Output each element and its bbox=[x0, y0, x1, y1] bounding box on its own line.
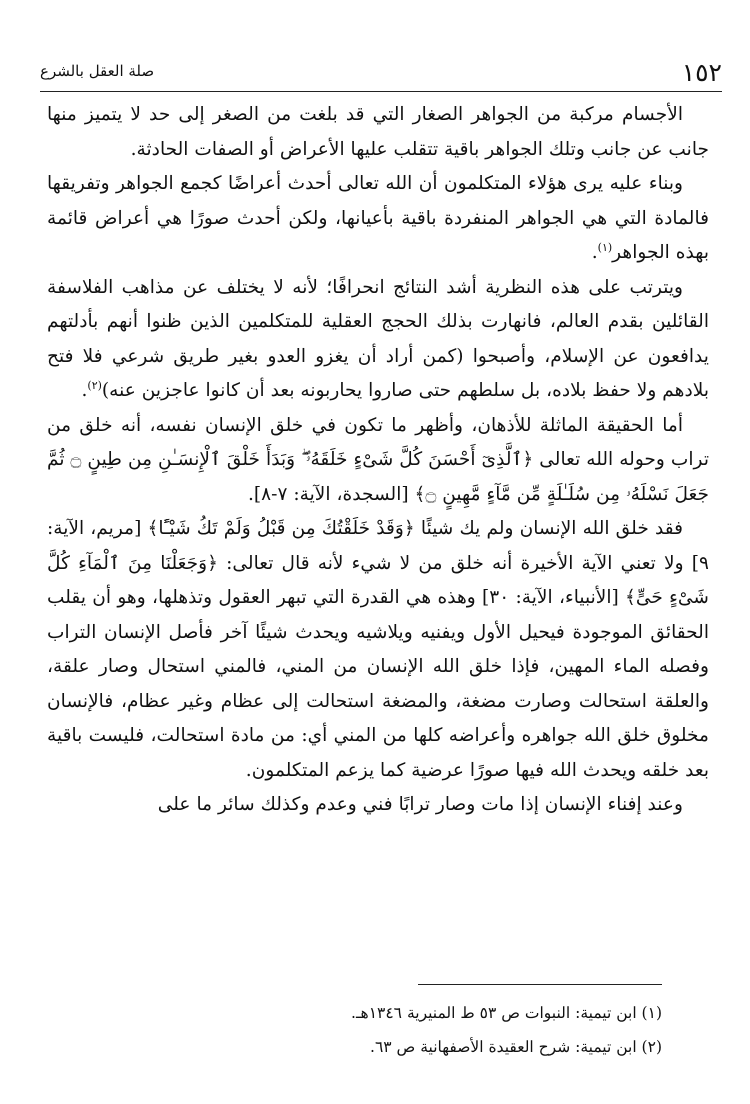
paragraph-2-end: . bbox=[591, 242, 598, 263]
paragraph-5: فقد خلق الله الإنسان ولم يك شيئًا ﴿وَقَدْ خَلَقْتُكَ مِن قَبْلُ وَلَمْ تَكُ شَيْـًٔا﴾ [مريم، الآية: ٩] ولا تعني الآية الأخيرة أنه خلق من لا شيء لأنه قال تعالى: ﴿وَجَعَلْنَا مِنَ ٱلْمَآءِ كُلَّ شَىْءٍ حَىٍّ﴾ [الأنبياء، الآية: ٣٠] وهذه هي القدرة التي تبهر العقول وتذهلها، وهو أن يقلب الحقائق الموجودة فيحيل الأول ويفنيه ويلاشيه ويحدث شيئًا آخر فأصل الإنسان التراب وفصله الماء المهين، فإذا خلق الله الإنسان من المني، فالمني استحال وصار علقة، والعلقة استحالت وصارت مضغة، والمضغة استحالت إلى عظام وغير عظام، فالإنسان مخلوق خلق الله جواهره وأعراضه كلها من المني أي: من مادة استحالت، فليست باقية بعد خلقه ويحدث الله فيها صورًا عرضية كما يزعم المتكلمون. bbox=[47, 518, 709, 781]
page-number: ١٥٢ bbox=[681, 58, 722, 87]
footnote-1: (١) ابن تيمية: النبوات ص ٥٣ ط المنيرية ١٣٤٦هـ. bbox=[351, 1004, 662, 1022]
header-divider bbox=[40, 91, 722, 92]
paragraph-1: الأجسام مركبة من الجواهر الصغار التي قد بلغت من الصغر إلى حد لا يتميز منها جانب عن جانب وتلك الجواهر باقية تتقلب عليها الأعراض أو الصفات الحادثة. bbox=[47, 104, 709, 160]
main-text bbox=[47, 98, 709, 823]
paragraph-2-text: وبناء عليه يرى هؤلاء المتكلمون أن الله تعالى أحدث أعراضًا كجمع الجواهر وتفريقها فالمادة التي هي الجواهر المنفردة باقية بأعيانها، ولكن أحدث صورًا هي أعراض قائمة بهذه الجواهر bbox=[47, 173, 709, 263]
footnotes bbox=[102, 996, 662, 1064]
paragraph-2 bbox=[47, 167, 709, 271]
footnote-2: (٢) ابن تيمية: شرح العقيدة الأصفهانية ص ٦٣. bbox=[370, 1038, 662, 1056]
footnote-ref-2: (٢) bbox=[87, 378, 102, 392]
running-title: صلة العقل بالشرع bbox=[40, 62, 155, 80]
paragraph-3-text: ويترتب على هذه النظرية أشد النتائج انحرافًا؛ لأنه لا يختلف عن مذاهب الفلاسفة القائلين بقدم العالم، فانهارت بذلك الحجج العقلية للمتكلمين الذين ظنوا أنهم بأدلتهم يدافعون عن الإسلام، وأصبحوا (كمن أراد أن يغزو العدو بغير طريق شرعي فلا فتح بلادهم ولا حفظ بلاده، بل سلطهم حتى صاروا يحاربونه بعد أن كانوا عاجزين عنه) bbox=[47, 276, 709, 401]
paragraph-3-end: . bbox=[81, 380, 88, 401]
paragraph-3 bbox=[47, 271, 709, 409]
footnote-divider bbox=[418, 984, 662, 985]
paragraph-4: أما الحقيقة الماثلة للأذهان، وأظهر ما تكون في خلق الإنسان نفسه، أنه خلق من تراب وحوله الله تعالى ﴿ٱلَّذِىٓ أَحْسَنَ كُلَّ شَىْءٍ خَلَقَهُۥ ۖ وَبَدَأَ خَلْقَ ٱلْإِنسَـٰنِ مِن طِينٍ ۝ ثُمَّ جَعَلَ نَسْلَهُۥ مِن سُلَـٰلَةٍ مِّن مَّآءٍ مَّهِينٍ ۝﴾ [السجدة، الآية: ٧-٨]. bbox=[47, 414, 709, 505]
footnote-ref-1: (١) bbox=[597, 240, 613, 254]
page-header bbox=[40, 58, 722, 88]
paragraph-6: وعند إفناء الإنسان إذا مات وصار ترابًا فني وعدم وكذلك سائر ما على bbox=[157, 794, 683, 815]
